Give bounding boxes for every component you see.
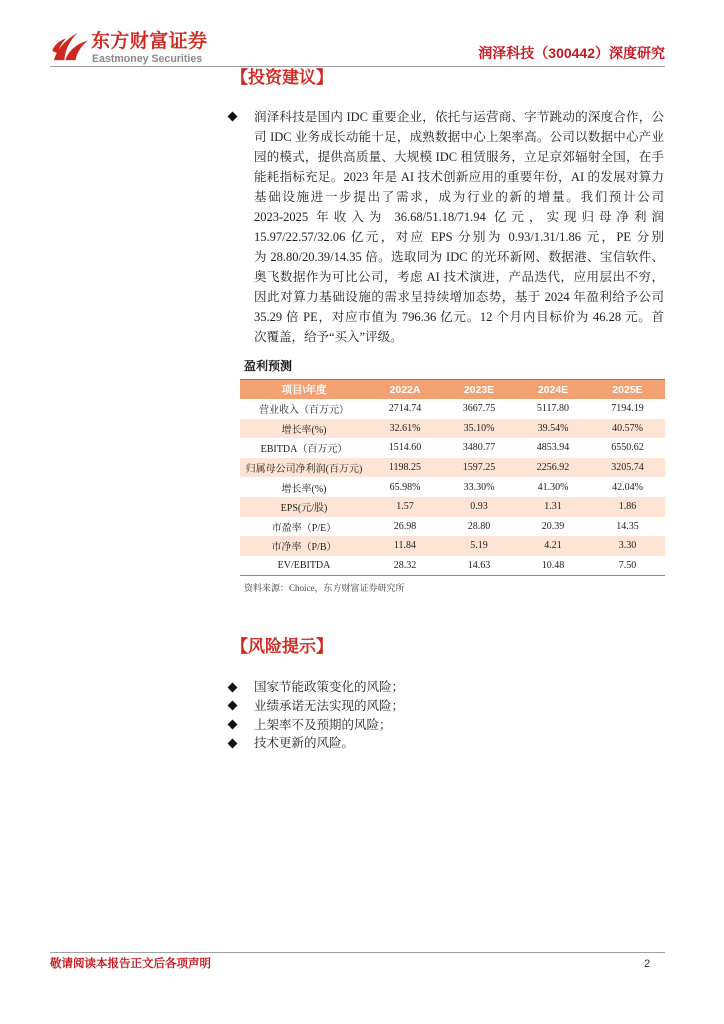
- cell-value-2023e: 33.30%: [442, 477, 516, 497]
- table-title: 盈利预测: [244, 359, 293, 373]
- table-row: [240, 556, 665, 576]
- risk-item-text: 技术更新的风险。: [254, 736, 355, 751]
- cell-value-2022a: 26.98: [368, 517, 442, 537]
- cell-value-2024e: 41.30%: [516, 477, 590, 497]
- table-row: [240, 399, 665, 419]
- earnings-forecast-table: [240, 379, 665, 576]
- cell-value-2023e: 3480.77: [442, 438, 516, 458]
- cell-value-2022a: 11.84: [368, 536, 442, 556]
- report-title: 润泽科技（300442）深度研究: [478, 45, 665, 61]
- cell-value-2025e: 1.86: [590, 497, 665, 517]
- cell-value-2024e: 5117.80: [516, 399, 590, 419]
- risk-list-item: [254, 696, 664, 715]
- paragraph-line: 园的模式，提供高质量、大规模 IDC 租赁服务，立足京郊辐射全国，在手: [254, 150, 664, 164]
- risk-item-text: 上架率不及预期的风险；: [254, 717, 392, 732]
- paragraph-line: 为 28.80/20.39/14.35 倍。选取同为 IDC 的光环新网、数据港、宝信软件、: [254, 250, 664, 264]
- risk-list-item: [254, 677, 664, 696]
- row-label: 市盈率（P/E）: [240, 517, 368, 537]
- cell-value-2022a: 28.32: [368, 556, 442, 576]
- column-header-2023e: 2023E: [442, 380, 516, 400]
- paragraph-line: 15.97/22.57/32.06 亿元，对应 EPS 分别为 0.93/1.31/1.86 元，PE 分别: [254, 230, 664, 244]
- cell-value-2025e: 7.50: [590, 556, 665, 576]
- table-row: [240, 497, 665, 517]
- cell-value-2023e: 14.63: [442, 556, 516, 576]
- header-divider: [50, 66, 665, 67]
- paragraph-line: 次覆盖，给予“买入”评级。: [254, 330, 403, 344]
- paragraph-line: 奥飞数据作为可比公司，考虑 AI 技术演进，产品迭代，应用层出不穷，: [254, 270, 664, 284]
- section-heading-risk: 【风险提示】: [231, 637, 333, 656]
- row-label: EPS(元/股): [240, 497, 368, 517]
- paragraph-line: 35.29 倍 PE，对应市值为 796.36 亿元。12 个月内目标价为 46.28 元。首: [254, 310, 664, 324]
- column-header-2022a: 2022A: [368, 380, 442, 400]
- cell-value-2025e: 14.35: [590, 517, 665, 537]
- row-label: EV/EBITDA: [240, 556, 368, 576]
- risk-item-text: 国家节能政策变化的风险；: [254, 680, 405, 694]
- paragraph-line: 因此对算力基础设施的需求呈持续增加态势，基于 2024 年盈利给予公司: [254, 290, 664, 304]
- cell-value-2024e: 4853.94: [516, 438, 590, 458]
- diamond-bullet-icon: [228, 738, 238, 748]
- row-label: 市净率（P/B）: [240, 536, 368, 556]
- row-label: EBITDA（百万元）: [240, 438, 368, 458]
- column-header-2024e: 2024E: [516, 380, 590, 400]
- cell-value-2023e: 35.10%: [442, 419, 516, 439]
- cell-value-2022a: 1198.25: [368, 458, 442, 478]
- table-row: [240, 419, 665, 439]
- row-label: 增长率(%): [240, 419, 368, 439]
- row-label: 归属母公司净利润(百万元): [240, 458, 368, 478]
- row-label: 增长率(%): [240, 477, 368, 497]
- diamond-bullet-icon: [228, 682, 238, 692]
- cell-value-2023e: 5.19: [442, 536, 516, 556]
- column-header-2025e: 2025E: [590, 380, 665, 400]
- cell-value-2025e: 3205.74: [590, 458, 665, 478]
- diamond-bullet-icon: [228, 720, 238, 730]
- cell-value-2023e: 1597.25: [442, 458, 516, 478]
- cell-value-2025e: 3.30: [590, 536, 665, 556]
- cell-value-2022a: 1514.60: [368, 438, 442, 458]
- cell-value-2024e: 4.21: [516, 536, 590, 556]
- table-row: [240, 536, 665, 556]
- cell-value-2025e: 7194.19: [590, 399, 665, 419]
- table-row: [240, 458, 665, 478]
- paragraph-line: 司 IDC 业务成长动能十足，成熟数据中心上架率高。公司以数据中心产业: [254, 130, 664, 144]
- diamond-bullet-icon: [228, 112, 238, 122]
- cell-value-2022a: 1.57: [368, 497, 442, 517]
- paragraph-line: 基础设施进一步提出了需求，成为行业的新的增量。我们预计公司: [254, 190, 664, 204]
- cell-value-2022a: 2714.74: [368, 399, 442, 419]
- table-header-row: [240, 380, 665, 400]
- cell-value-2024e: 1.31: [516, 497, 590, 517]
- paragraph-line: 2023-2025 年收入为 36.68/51.18/71.94 亿元，实现归母净利润: [254, 210, 664, 224]
- diamond-bullet-icon: [228, 701, 238, 711]
- cell-value-2023e: 0.93: [442, 497, 516, 517]
- cell-value-2025e: 42.04%: [590, 477, 665, 497]
- cell-value-2025e: 6550.62: [590, 438, 665, 458]
- row-label: 营业收入（百万元）: [240, 399, 368, 419]
- cell-value-2024e: 2256.92: [516, 458, 590, 478]
- section-heading-investment: 【投资建议】: [231, 68, 333, 87]
- risk-item-text: 业绩承诺无法实现的风险；: [254, 698, 405, 713]
- table-source-note: 资料来源：Choice，东方财富证券研究所: [244, 583, 405, 593]
- risk-list: [254, 677, 664, 752]
- risk-list-item: [254, 733, 664, 752]
- cell-value-2023e: 28.80: [442, 517, 516, 537]
- brand-name-cn: 东方财富证券: [91, 31, 208, 52]
- eastmoney-flame-logo-icon: [51, 30, 89, 62]
- paragraph-line: 润泽科技是国内 IDC 重要企业，依托与运营商、字节跳动的深度合作，公: [254, 110, 664, 124]
- table-row: [240, 438, 665, 458]
- footer-divider: [50, 952, 665, 953]
- brand-name-en: Eastmoney Securities: [92, 53, 203, 65]
- cell-value-2025e: 40.57%: [590, 419, 665, 439]
- paragraph-line: 能耗指标充足。2023 年是 AI 技术创新应用的重要年份，AI 的发展对算力: [254, 170, 664, 184]
- table-row: [240, 517, 665, 537]
- page-number: 2: [644, 958, 651, 970]
- cell-value-2022a: 32.61%: [368, 419, 442, 439]
- column-header-item-year: 项目\年度: [240, 380, 368, 400]
- investment-paragraph: [254, 107, 664, 347]
- cell-value-2024e: 10.48: [516, 556, 590, 576]
- logo-graphic: [51, 30, 89, 62]
- footer-disclaimer: 敬请阅读本报告正文后各项声明: [50, 958, 211, 970]
- cell-value-2023e: 3667.75: [442, 399, 516, 419]
- table-row: [240, 477, 665, 497]
- cell-value-2024e: 39.54%: [516, 419, 590, 439]
- cell-value-2024e: 20.39: [516, 517, 590, 537]
- risk-list-item: [254, 715, 664, 734]
- cell-value-2022a: 65.98%: [368, 477, 442, 497]
